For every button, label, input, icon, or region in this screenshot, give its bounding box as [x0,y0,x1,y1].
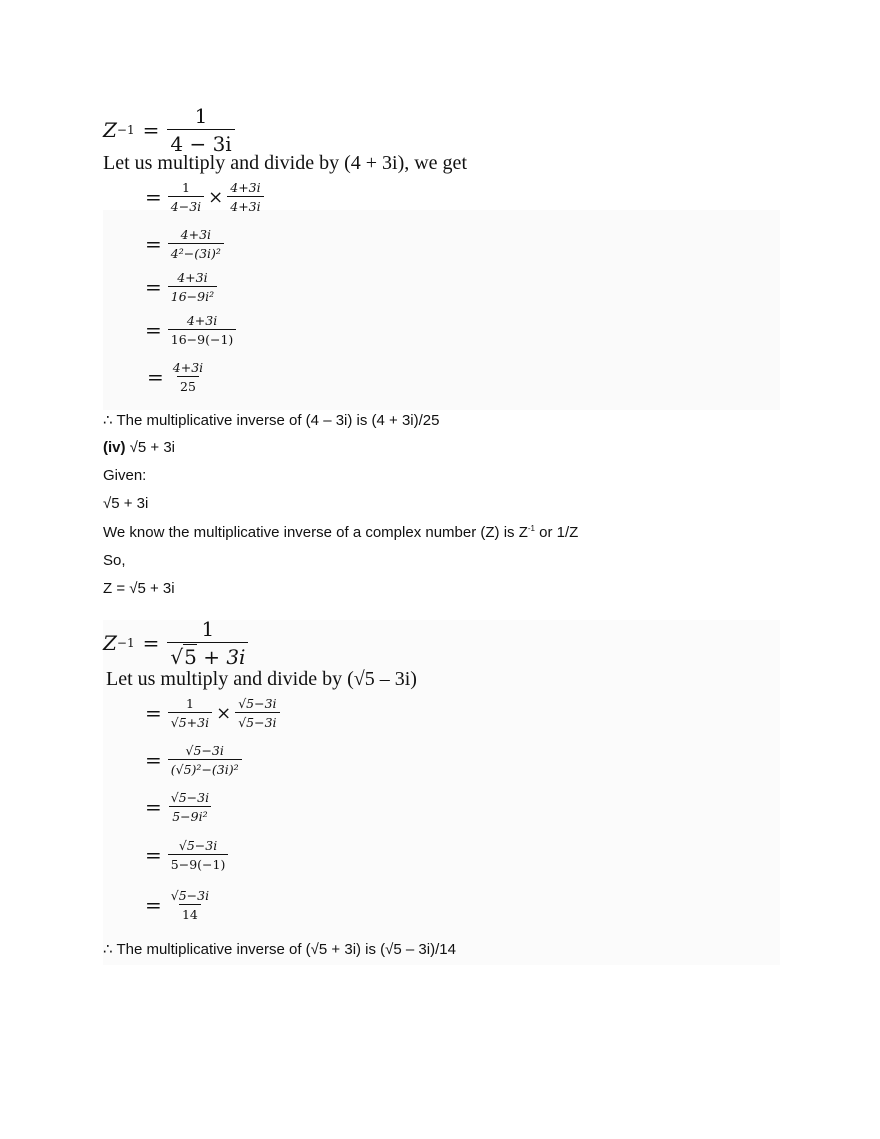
step-1-3 [145,270,217,304]
numerator: √5−3i [185,743,224,758]
z-inverse-equation-1 [103,104,235,156]
fraction [168,313,237,347]
exponent: −1 [116,123,135,137]
numerator: 1 [201,617,215,641]
part-label: (iv) [103,439,126,456]
step-1-1 [145,180,264,214]
numerator: 1 [194,104,208,128]
multiply-intro-1: Let us multiply and divide by (4 + 3i), we get [103,152,467,174]
fraction [168,227,224,261]
definition-text: We know the multiplicative inverse of a complex number (Z) is Z [103,524,528,541]
equals-sign: = [145,795,162,819]
sqrt-symbol: √ [170,645,184,669]
conclusion-1: ∴ The multiplicative inverse of (4 – 3i) is (4 + 3i)/25 [103,412,440,429]
equals-sign: = [142,631,160,655]
given-value: √5 + 3i [103,495,149,512]
step-2-5 [145,888,212,922]
numerator: √5−3i [170,888,210,903]
numerator: 4+3i [180,227,212,242]
exponent: −1 [116,636,135,650]
step-1-2 [145,227,224,261]
step-2-2 [145,743,242,777]
so-label: So, [103,552,126,569]
equals-sign: = [142,118,160,142]
denominator: √5−3i [235,712,279,730]
equals-sign: = [145,318,162,342]
equals-sign: = [145,748,162,772]
superscript: -1 [527,524,535,533]
denominator: 4−3i [168,196,204,214]
equals-sign: = [145,275,162,299]
denominator: 14 [179,904,201,922]
given-label: Given: [103,467,147,484]
step-1-5 [147,360,206,394]
fraction [168,696,212,730]
times-sign: × [216,702,232,724]
step-2-1 [145,696,280,730]
numerator: √5−3i [170,790,210,805]
denominator: 5−9(−1) [168,854,229,872]
z-symbol: Z [103,631,117,655]
denominator: √5+3i [168,712,212,730]
numerator: 1 [185,696,194,711]
step-1-4 [145,313,236,347]
fraction [168,790,212,824]
denominator: 5−9i² [169,806,210,824]
fraction [168,180,204,214]
denominator [167,642,248,669]
equals-sign: = [147,365,164,389]
denominator: 4²−(3i)² [168,243,224,261]
fraction [170,360,206,394]
equals-sign: = [145,232,162,256]
fraction [227,180,263,214]
numerator: 4+3i [230,180,261,195]
equals-sign: = [145,893,162,917]
fraction [167,104,234,156]
fraction [168,743,242,777]
denominator-tail: + 3i [196,645,246,669]
fraction [168,838,229,872]
part-expression: √5 + 3i [125,439,176,456]
numerator: 1 [181,180,190,195]
radicand: 5 [184,645,197,669]
step-2-3 [145,790,212,824]
equals-sign: = [145,185,162,209]
equals-sign: = [145,701,162,725]
conclusion-2: ∴ The multiplicative inverse of (√5 + 3i) is (√5 – 3i)/14 [103,941,456,958]
fraction [168,888,212,922]
numerator: 4+3i [177,270,208,285]
fraction [167,617,248,669]
z-inverse-equation-2 [103,617,248,669]
numerator: 4+3i [172,360,204,375]
times-sign: × [208,186,224,208]
fraction [235,696,279,730]
definition-line [103,524,578,541]
denominator: (√5)²−(3i)² [168,759,242,777]
z-definition: Z = √5 + 3i [103,580,175,597]
equals-sign: = [145,843,162,867]
denominator: 4 − 3i [167,129,234,156]
denominator: 25 [177,376,199,394]
definition-tail: or 1/Z [535,524,579,541]
fraction [168,270,217,304]
denominator: 4+3i [227,196,263,214]
numerator: √5−3i [238,696,277,711]
numerator: √5−3i [178,838,218,853]
multiply-intro-2: Let us multiply and divide by (√5 – 3i) [106,668,417,690]
denominator: 16−9(−1) [168,329,237,347]
numerator: 4+3i [186,313,218,328]
step-2-4 [145,838,228,872]
part-iv-heading [103,439,175,456]
z-symbol: Z [103,118,117,142]
denominator: 16−9i² [168,286,217,304]
